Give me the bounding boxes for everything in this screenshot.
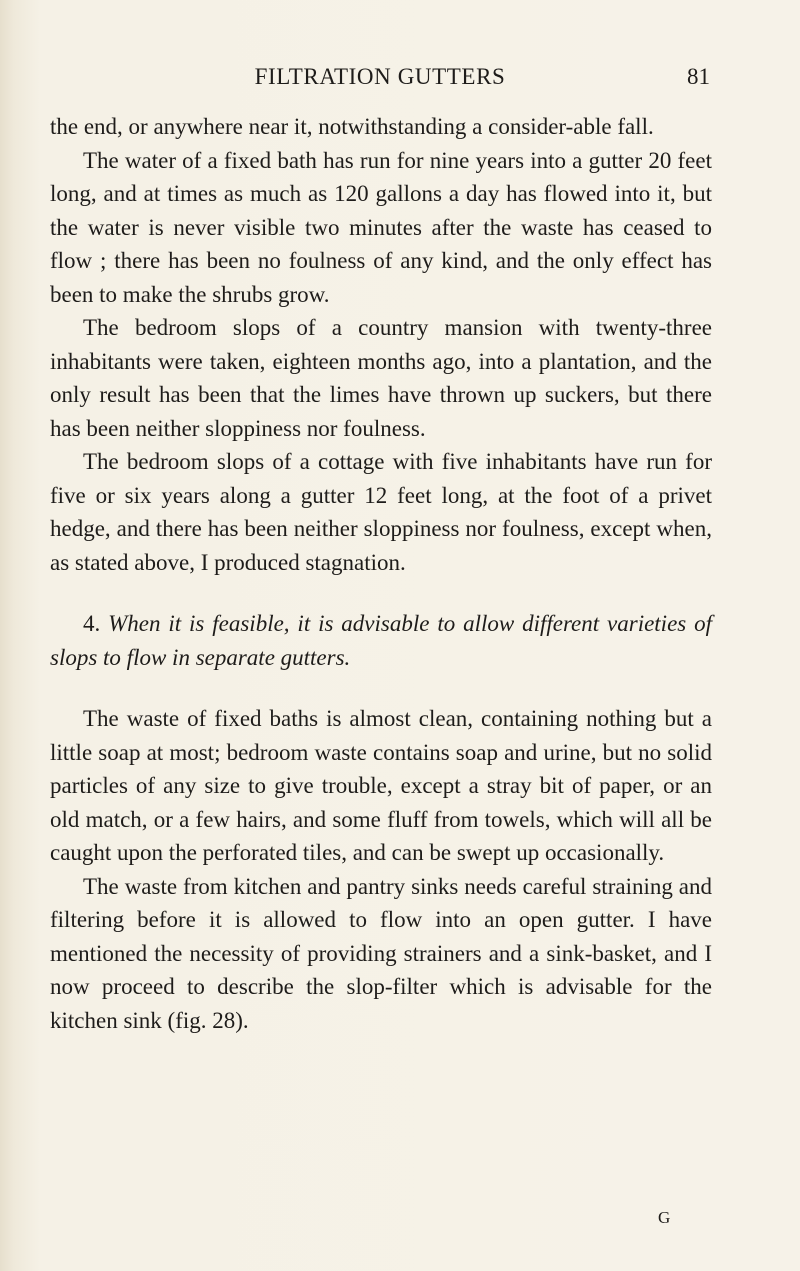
paragraph-fixed-baths-waste: The waste of fixed baths is almost clean, containing nothing but a little soap at most; bedroom waste contains soap and urine, but no solid particles of any size to give trouble, except a stray bit of paper, or an old match, or a few hairs, and some fluff from towels, which will all be caught upon the perforated tiles, and can be swept up occasionally. (50, 706, 712, 865)
paragraph-kitchen-waste: The waste from kitchen and pantry sinks needs careful straining and filtering before it is allowed to flow into an open gutter. I have mentioned the necessity of providing strainers and a sink-basket, and I now proceed to describe the slop-filter which is advisable for the kitchen sink (fig. 28). (50, 873, 712, 1033)
body-text (50, 110, 712, 1037)
paragraph-continuation: the end, or anywhere near it, notwithstanding a consider-able fall. (50, 114, 654, 139)
paragraph-cottage: The bedroom slops of a cottage with five inhabitants have run for five or six years along a gutter 12 feet long, at the foot of a privet hedge, and there has been neither sloppiness nor foulness, except when, as stated above, I produced stagnation. (50, 449, 712, 575)
page-number: 81 (687, 64, 710, 89)
section-heading (50, 607, 712, 674)
running-head: FILTRATION GUTTERS (254, 64, 506, 89)
page-header (50, 64, 710, 94)
signature-mark: G (658, 1208, 671, 1227)
paragraph-country-mansion: The bedroom slops of a country mansion with twenty-three inhabitants were taken, eighteen months ago, into a plantation, and the only result has been that the limes have thrown up suckers, but there has been neither sloppiness nor foulness. (50, 315, 712, 441)
section-title: When it is feasible, it is advisable to allow different varieties of slops to flow in separate gutters. (50, 611, 712, 670)
section-number: 4. (83, 611, 101, 636)
paragraph-fixed-bath: The water of a fixed bath has run for nine years into a gutter 20 feet long, and at times as much as 120 gallons a day has flowed into it, but the water is never visible two minutes after the waste has ceased to flow ; there has been no foulness of any kind, and the only effect has been to make the shrubs grow. (50, 147, 712, 307)
